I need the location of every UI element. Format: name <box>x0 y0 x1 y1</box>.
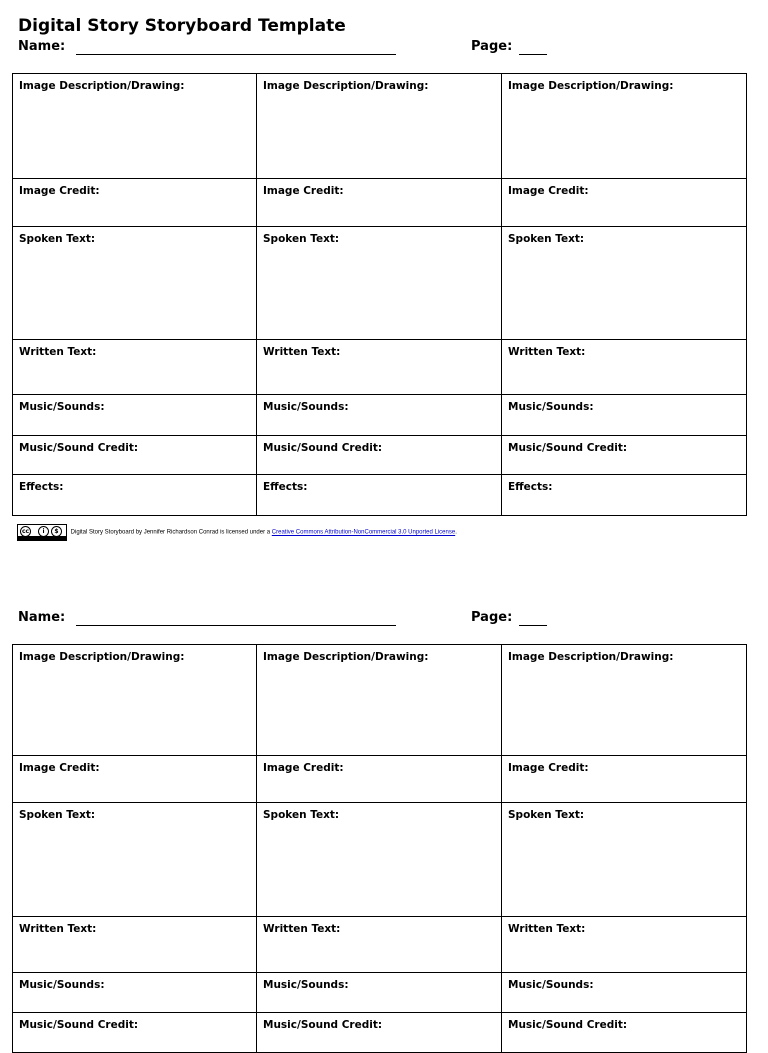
license-period: . <box>455 529 457 536</box>
image-description-cell[interactable]: Image Description/Drawing: <box>257 74 502 179</box>
cc-badge-strip <box>18 536 66 540</box>
music-sounds-cell[interactable]: Music/Sounds: <box>502 973 747 1013</box>
row-image-credit <box>13 756 747 803</box>
music-sound-credit-cell[interactable]: Music/Sound Credit: <box>257 436 502 475</box>
row-written-text <box>13 917 747 973</box>
music-sound-credit-cell[interactable]: Music/Sound Credit: <box>257 1013 502 1053</box>
storyboard-table-2 <box>12 644 747 1053</box>
spoken-text-cell[interactable]: Spoken Text: <box>257 227 502 340</box>
page-title: Digital Story Storyboard Template <box>18 16 346 36</box>
written-text-cell[interactable]: Written Text: <box>257 917 502 973</box>
cc-icon: cc <box>21 528 30 535</box>
image-credit-cell[interactable]: Image Credit: <box>257 756 502 803</box>
license-text: Digital Story Storyboard by Jennifer Richardson Conrad is licensed under a <box>70 529 271 536</box>
image-description-cell[interactable]: Image Description/Drawing: <box>257 645 502 756</box>
spoken-text-cell[interactable]: Spoken Text: <box>502 227 747 340</box>
image-description-cell[interactable]: Image Description/Drawing: <box>13 74 257 179</box>
page-label: Page: <box>471 610 513 625</box>
license-link[interactable]: Creative Commons Attribution-NonCommercial 3.0 Unported License <box>271 529 456 536</box>
noncommercial-icon: $ <box>51 526 62 537</box>
spoken-text-cell[interactable]: Spoken Text: <box>257 803 502 917</box>
name-field[interactable] <box>76 625 396 626</box>
license-line <box>17 524 717 544</box>
attribution-icon: i <box>38 526 49 537</box>
music-sound-credit-cell[interactable]: Music/Sound Credit: <box>13 1013 257 1053</box>
image-credit-cell[interactable]: Image Credit: <box>502 179 747 227</box>
music-sounds-cell[interactable]: Music/Sounds: <box>13 973 257 1013</box>
page-field[interactable] <box>519 625 547 626</box>
effects-cell[interactable]: Effects: <box>257 475 502 516</box>
music-sounds-cell[interactable]: Music/Sounds: <box>257 973 502 1013</box>
image-credit-cell[interactable]: Image Credit: <box>13 756 257 803</box>
page-label: Page: <box>471 39 513 54</box>
storyboard-table-1 <box>12 73 747 516</box>
row-spoken-text <box>13 803 747 917</box>
row-music-sound-credit <box>13 436 747 475</box>
name-label: Name: <box>18 610 66 625</box>
effects-cell[interactable]: Effects: <box>13 475 257 516</box>
cc-license-badge <box>17 524 67 541</box>
written-text-cell[interactable]: Written Text: <box>13 340 257 395</box>
written-text-cell[interactable]: Written Text: <box>13 917 257 973</box>
row-music-sounds <box>13 973 747 1013</box>
row-image-credit <box>13 179 747 227</box>
row-music-sound-credit <box>13 1013 747 1053</box>
page-field[interactable] <box>519 54 547 55</box>
effects-cell[interactable]: Effects: <box>502 475 747 516</box>
written-text-cell[interactable]: Written Text: <box>502 340 747 395</box>
written-text-cell[interactable]: Written Text: <box>502 917 747 973</box>
image-credit-cell[interactable]: Image Credit: <box>502 756 747 803</box>
spoken-text-cell[interactable]: Spoken Text: <box>502 803 747 917</box>
image-description-cell[interactable]: Image Description/Drawing: <box>13 645 257 756</box>
music-sounds-cell[interactable]: Music/Sounds: <box>502 395 747 436</box>
row-written-text <box>13 340 747 395</box>
image-description-cell[interactable]: Image Description/Drawing: <box>502 645 747 756</box>
name-field[interactable] <box>76 54 396 55</box>
image-credit-cell[interactable]: Image Credit: <box>257 179 502 227</box>
music-sound-credit-cell[interactable]: Music/Sound Credit: <box>502 1013 747 1053</box>
name-page-row <box>18 39 558 59</box>
name-label: Name: <box>18 39 66 54</box>
music-sound-credit-cell[interactable]: Music/Sound Credit: <box>13 436 257 475</box>
name-page-row <box>18 610 558 630</box>
row-spoken-text <box>13 227 747 340</box>
music-sounds-cell[interactable]: Music/Sounds: <box>13 395 257 436</box>
music-sound-credit-cell[interactable]: Music/Sound Credit: <box>502 436 747 475</box>
image-description-cell[interactable]: Image Description/Drawing: <box>502 74 747 179</box>
spoken-text-cell[interactable]: Spoken Text: <box>13 227 257 340</box>
music-sounds-cell[interactable]: Music/Sounds: <box>257 395 502 436</box>
row-image-description <box>13 74 747 179</box>
written-text-cell[interactable]: Written Text: <box>257 340 502 395</box>
row-effects <box>13 475 747 516</box>
row-music-sounds <box>13 395 747 436</box>
spoken-text-cell[interactable]: Spoken Text: <box>13 803 257 917</box>
image-credit-cell[interactable]: Image Credit: <box>13 179 257 227</box>
row-image-description <box>13 645 747 756</box>
